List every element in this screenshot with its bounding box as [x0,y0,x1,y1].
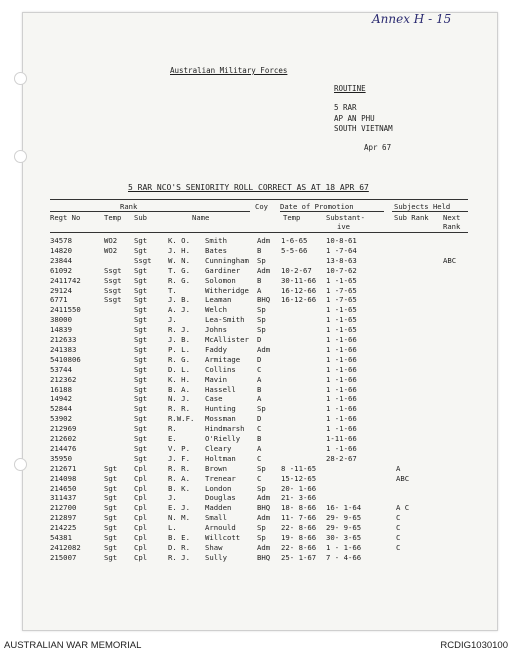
sub-rank-cell: Sgt [134,295,148,305]
initials-cell: T. [168,285,177,295]
regt-no-cell: 212969 [50,424,77,434]
name-cell: Bates [205,245,227,255]
temp-rank-cell: Sgt [104,493,118,503]
sub-rank-cell: Sgt [134,453,148,463]
sub-rank-cell: Cpl [134,503,148,513]
table-row [0,325,512,335]
table-row [0,266,512,276]
temp-rank-cell: WO2 [104,236,118,245]
table-row [0,454,512,464]
address-line: AP AN PHU [334,114,375,123]
coy-cell: B [257,384,262,394]
name-cell: London [205,483,232,493]
punch-hole [14,72,27,85]
regt-no-cell: 38000 [50,315,72,325]
promotion-temp-cell: 16-12-66 [281,295,317,305]
name-cell: Douglas [205,493,236,503]
table-row [0,424,512,434]
name-cell: Case [205,394,223,404]
regt-no-cell: 29124 [50,285,72,295]
sub-rank-cell: Cpl [134,542,148,552]
table-row [0,484,512,494]
name-cell: Hunting [205,404,236,414]
promotion-temp-cell: 25- 1-67 [281,552,317,562]
address-line: 5 RAR [334,103,357,112]
subjects-sub-rank-cell: ABC [396,473,410,483]
table-row [0,256,512,266]
table-row [0,345,512,355]
coy-cell: Sp [257,325,266,335]
sub-rank-cell: Sgt [134,424,148,434]
sub-rank-cell: Sgt [134,285,148,295]
table-row [0,246,512,256]
sub-rank-cell: Sgt [134,354,148,364]
initials-cell: B. E. [168,533,190,542]
org-heading: Australian Military Forces [170,66,288,75]
coy-cell: Adm [257,542,271,552]
promotion-substantive-cell: 1-11-66 [326,434,357,443]
regt-no-cell: 212671 [50,463,77,473]
coy-cell: B [257,245,262,255]
coy-cell: Sp [257,305,266,315]
regt-no-cell: 2412082 [50,542,81,552]
initials-cell: P. L. [168,344,190,354]
promotion-temp-cell: 10-2-67 [281,265,312,275]
name-cell: Cunningham [205,255,249,265]
header-substantive-2: ive [337,222,350,231]
table-row [0,375,512,385]
table-row [0,503,512,513]
promotion-substantive-cell: 1 -1-65 [326,275,357,285]
name-cell: Arnould [205,523,236,533]
subjects-sub-rank-cell: C [396,523,401,533]
regt-no-cell: 215007 [50,552,77,562]
promotion-substantive-cell: 1 -1-66 [326,374,357,384]
sub-rank-cell: Sgt [134,305,148,315]
coy-cell: A [257,374,262,384]
initials-cell: R. [168,424,177,434]
sub-rank-cell: Sgt [134,325,148,335]
regt-no-cell: 16188 [50,384,72,394]
footer-record-id: RCDIG1030100 [440,640,508,651]
regt-no-cell: 214098 [50,473,77,483]
initials-cell: R. G. [168,354,190,364]
punch-hole [14,150,27,163]
sub-rank-cell: Cpl [134,473,148,483]
table-row [0,533,512,543]
regt-no-cell: 214650 [50,483,77,493]
temp-rank-cell: Sgt [104,503,118,513]
initials-cell: N. M. [168,513,190,523]
coy-cell: D [257,335,262,344]
regt-no-cell: 54381 [50,533,72,542]
temp-rank-cell: Sgt [104,483,118,493]
table-row [0,474,512,484]
sub-rank-cell: Sgt [134,364,148,374]
header-sub-rank: Sub Rank [394,213,429,222]
table-row [0,236,512,246]
table-row [0,305,512,315]
table-row [0,355,512,365]
promotion-temp-cell: 15-12-65 [281,473,317,483]
regt-no-cell: 52844 [50,404,72,414]
table-row [0,444,512,454]
regt-no-cell: 2411550 [50,305,81,315]
promotion-substantive-cell: 1 - 1-66 [326,542,362,552]
table-row [0,553,512,563]
sub-rank-cell: Sgt [134,394,148,404]
regt-no-cell: 214225 [50,523,77,533]
coy-cell: Sp [257,315,266,325]
name-cell: Hindmarsh [205,424,245,434]
sub-rank-cell: Sgt [134,245,148,255]
document-date: Apr 67 [364,143,392,152]
classification: ROUTINE [334,84,366,93]
regt-no-cell: 214476 [50,443,77,453]
table-row [0,434,512,444]
header-subjects-held: Subjects Held [394,202,451,211]
initials-cell: K. O. [168,236,190,245]
coy-cell: A [257,285,262,295]
promotion-temp-cell: 11- 7-66 [281,513,317,523]
handwritten-annex-label: Annex H - 15 [372,12,452,26]
promotion-substantive-cell: 1 -1-65 [326,325,357,335]
name-cell: Small [205,513,227,523]
initials-cell: R. R. [168,404,190,414]
promotion-substantive-cell: 1 -1-65 [326,305,357,315]
table-row [0,276,512,286]
promotion-substantive-cell: 1 -7-64 [326,245,357,255]
table-header-bottom-rule [50,232,468,233]
regt-no-cell: 14942 [50,394,72,404]
regt-no-cell: 212633 [50,335,77,344]
coy-cell: Adm [257,513,271,523]
name-cell: McAllister [205,335,249,344]
table-top-rule [50,199,468,200]
regt-no-cell: 241383 [50,344,77,354]
promotion-temp-cell: 16-12-66 [281,285,317,295]
subjects-sub-rank-cell: C [396,542,401,552]
sub-rank-cell: Sgt [134,443,148,453]
name-cell: Brown [205,463,227,473]
regt-no-cell: 34578 [50,236,72,245]
name-cell: Trenear [205,473,236,483]
table-row [0,523,512,533]
sub-rank-cell: Sgt [134,384,148,394]
subjects-sub-rank-cell: A C [396,503,410,513]
header-sub: Sub [134,213,147,222]
promotion-substantive-cell: 1 -1-66 [326,394,357,404]
sub-rank-cell: Cpl [134,533,148,542]
promotion-temp-cell: 8 -11-65 [281,463,317,473]
regt-no-cell: 311437 [50,493,77,503]
name-cell: Solomon [205,275,236,285]
promotion-substantive-cell: 1 -1-66 [326,443,357,453]
sub-rank-cell: Sgt [134,335,148,344]
initials-cell: D. L. [168,364,190,374]
initials-cell: J. [168,493,177,503]
regt-no-cell: 2411742 [50,275,81,285]
coy-cell: A [257,443,262,453]
name-cell: Witheridge [205,285,249,295]
header-substantive: Substant- [326,213,365,222]
name-cell: Armitage [205,354,241,364]
initials-cell: B. A. [168,384,190,394]
coy-cell: Sp [257,404,266,414]
table-row [0,493,512,503]
sub-rank-cell: Cpl [134,463,148,473]
regt-no-cell: 14839 [50,325,72,335]
regt-no-cell: 6771 [50,295,68,305]
header-temp: Temp [104,213,122,222]
coy-cell: C [257,453,262,463]
header-rank: Rank [120,202,138,211]
promotion-substantive-cell: 16- 1-64 [326,503,362,513]
subjects-next-rank-cell: ABC [443,255,457,265]
promotion-substantive-cell: 1 -1-66 [326,344,357,354]
header-name: Name [192,213,210,222]
sub-rank-cell: Sgt [134,344,148,354]
sub-rank-cell: Sgt [134,414,148,424]
regt-no-cell: 53744 [50,364,72,374]
coy-cell: Adm [257,493,271,503]
table-row [0,365,512,375]
sub-rank-cell: Sgt [134,374,148,384]
sub-rank-cell: Ssgt [134,255,152,265]
promotion-substantive-cell: 1 -1-66 [326,424,357,434]
initials-cell: R.W.F. [168,414,195,424]
header-date-of-promotion: Date of Promotion [280,202,354,211]
address-line: SOUTH VIETNAM [334,124,393,133]
coy-cell: Sp [257,483,266,493]
promotion-substantive-cell: 1 -7-65 [326,295,357,305]
initials-cell: A. J. [168,305,190,315]
initials-cell: R. J. [168,552,190,562]
promotion-substantive-cell: 1 -1-65 [326,315,357,325]
initials-cell: E. J. [168,503,190,513]
temp-rank-cell: Ssgt [104,275,122,285]
initials-cell: J. H. [168,245,190,255]
initials-cell: R. J. [168,325,190,335]
promotion-substantive-cell: 1 -1-66 [326,364,357,374]
regt-no-cell: 212700 [50,503,77,513]
promotion-temp-cell: 22- 8-66 [281,523,317,533]
name-cell: Madden [205,503,232,513]
promotion-temp-cell: 22- 8-66 [281,542,317,552]
document-title: 5 RAR NCO'S SENIORITY ROLL CORRECT AS AT 18 APR 67 [128,183,369,192]
name-cell: Hassell [205,384,236,394]
temp-rank-cell: Sgt [104,473,118,483]
regt-no-cell: 212897 [50,513,77,523]
table-row [0,286,512,296]
initials-cell: D. R. [168,542,190,552]
regt-no-cell: 212602 [50,434,77,443]
name-cell: Lea-Smith [205,315,245,325]
sub-rank-cell: Cpl [134,483,148,493]
temp-rank-cell: Sgt [104,542,118,552]
subjects-sub-rank-cell: C [396,513,401,523]
promotion-substantive-cell: 10-8-61 [326,236,357,245]
regt-no-cell: 5410806 [50,354,81,364]
table-row [0,404,512,414]
coy-cell: BHQ [257,295,271,305]
coy-cell: D [257,414,262,424]
promotion-substantive-cell: 1 -1-66 [326,414,357,424]
initials-cell: W. N. [168,255,190,265]
temp-rank-cell: Sgt [104,513,118,523]
regt-no-cell: 14820 [50,245,72,255]
initials-cell: R. R. [168,463,190,473]
footer-archive-name: AUSTRALIAN WAR MEMORIAL [4,640,142,651]
promotion-substantive-cell: 10-7-62 [326,265,357,275]
coy-cell: Sp [257,463,266,473]
sub-rank-cell: Sgt [134,404,148,414]
temp-rank-cell: Ssgt [104,265,122,275]
initials-cell: E. [168,434,177,443]
promotion-substantive-cell: 7 - 4-66 [326,552,362,562]
coy-cell: C [257,473,262,483]
temp-rank-cell: Sgt [104,463,118,473]
sub-rank-cell: Cpl [134,523,148,533]
name-cell: Mossman [205,414,236,424]
table-row [0,464,512,474]
initials-cell: J. B. [168,335,190,344]
header-rule [392,211,468,212]
promotion-substantive-cell: 29- 9-65 [326,523,362,533]
coy-cell: Sp [257,255,266,265]
subjects-sub-rank-cell: A [396,463,401,473]
name-cell: Mavin [205,374,227,384]
temp-rank-cell: Ssgt [104,295,122,305]
regt-no-cell: 35950 [50,453,72,463]
promotion-temp-cell: 30-11-66 [281,275,317,285]
name-cell: Sully [205,552,227,562]
table-row [0,543,512,553]
promotion-substantive-cell: 1 -7-65 [326,285,357,295]
promotion-substantive-cell: 30- 3-65 [326,533,362,542]
initials-cell: V. P. [168,443,190,453]
sub-rank-cell: Sgt [134,265,148,275]
coy-cell: A [257,394,262,404]
sub-rank-cell: Sgt [134,275,148,285]
table-row [0,335,512,345]
initials-cell: J. F. [168,453,190,463]
sub-rank-cell: Sgt [134,434,148,443]
header-coy: Coy [255,202,268,211]
name-cell: Holtman [205,453,236,463]
regt-no-cell: 212362 [50,374,77,384]
promotion-temp-cell: 18- 8-66 [281,503,317,513]
table-row [0,394,512,404]
name-cell: Leaman [205,295,232,305]
name-cell: Gardiner [205,265,241,275]
promotion-temp-cell: 5-5-66 [281,245,308,255]
name-cell: Cleary [205,443,232,453]
name-cell: Shaw [205,542,223,552]
initials-cell: R. A. [168,473,190,483]
name-cell: Faddy [205,344,227,354]
table-row [0,414,512,424]
temp-rank-cell: Sgt [104,552,118,562]
initials-cell: K. H. [168,374,190,384]
initials-cell: B. K. [168,483,190,493]
name-cell: Smith [205,236,227,245]
table-row [0,315,512,325]
table-row [0,385,512,395]
promotion-substantive-cell: 1 -1-66 [326,335,357,344]
regt-no-cell: 61092 [50,265,72,275]
coy-cell: BHQ [257,552,271,562]
promotion-temp-cell: 21- 3-66 [281,493,317,503]
initials-cell: J. [168,315,177,325]
sub-rank-cell: Cpl [134,513,148,523]
temp-rank-cell: Sgt [104,533,118,542]
temp-rank-cell: Ssgt [104,285,122,295]
header-next-2: Rank [443,222,461,231]
promotion-temp-cell: 19- 8-66 [281,533,317,542]
header-rule [50,211,250,212]
coy-cell: Sp [257,523,266,533]
promotion-substantive-cell: 1 -1-66 [326,354,357,364]
coy-cell: B [257,275,262,285]
temp-rank-cell: WO2 [104,245,118,255]
coy-cell: BHQ [257,503,271,513]
subjects-sub-rank-cell: C [396,533,401,542]
coy-cell: D [257,354,262,364]
name-cell: Collins [205,364,236,374]
name-cell: Welch [205,305,227,315]
coy-cell: B [257,434,262,443]
initials-cell: L. [168,523,177,533]
header-rule [280,211,384,212]
sub-rank-cell: Sgt [134,315,148,325]
header-next: Next [443,213,461,222]
coy-cell: C [257,364,262,374]
initials-cell: T. G. [168,265,190,275]
promotion-temp-cell: 1-6-65 [281,236,308,245]
regt-no-cell: 53902 [50,414,72,424]
initials-cell: J. B. [168,295,190,305]
coy-cell: C [257,424,262,434]
name-cell: Johns [205,325,227,335]
coy-cell: Adm [257,265,271,275]
sub-rank-cell: Sgt [134,236,148,245]
promotion-substantive-cell: 1 -1-66 [326,404,357,414]
promotion-substantive-cell: 28-2-67 [326,453,357,463]
name-cell: Willcott [205,533,241,542]
temp-rank-cell: Sgt [104,523,118,533]
table-row [0,295,512,305]
coy-cell: Sp [257,533,266,542]
name-cell: O'Rielly [205,434,241,443]
sub-rank-cell: Cpl [134,552,148,562]
regt-no-cell: 23844 [50,255,72,265]
coy-cell: Adm [257,344,271,354]
sub-rank-cell: Cpl [134,493,148,503]
initials-cell: R. G. [168,275,190,285]
header-regt-no: Regt No [50,213,81,222]
coy-cell: Adm [257,236,271,245]
promotion-temp-cell: 20- 1-66 [281,483,317,493]
promotion-substantive-cell: 29- 9-65 [326,513,362,523]
promotion-substantive-cell: 13-8-63 [326,255,357,265]
table-row [0,513,512,523]
promotion-substantive-cell: 1 -1-66 [326,384,357,394]
initials-cell: N. J. [168,394,190,404]
header-promotion-temp: Temp [283,213,301,222]
